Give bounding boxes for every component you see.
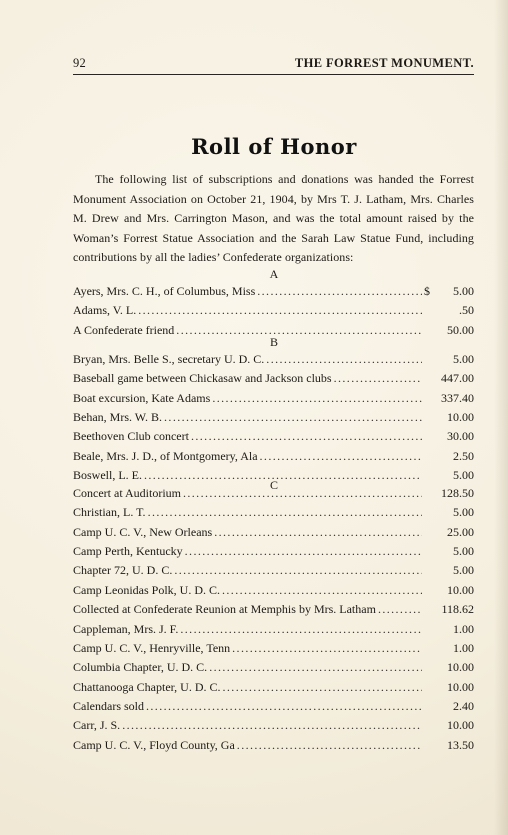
donation-amount: 5.00 <box>453 284 474 298</box>
donor-name: Beethoven Club concert <box>73 429 189 444</box>
list-item <box>73 679 474 696</box>
donation-amount: 5.00 <box>453 468 474 483</box>
donation-amount: 337.40 <box>441 390 474 405</box>
donor-name: Camp U. C. V., Floyd County, Ga <box>73 737 235 752</box>
donor-name: Carr, J. S. <box>73 718 121 733</box>
donation-amount: 10.00 <box>447 660 474 675</box>
donor-name: Collected at Confederate Reunion at Memphis by Mrs. Latham <box>73 602 376 617</box>
donation-amount: 2.40 <box>453 698 474 713</box>
donation-amount: 5.00 <box>453 505 474 520</box>
donation-amount: 447.00 <box>441 371 474 386</box>
donor-name: Calendars sold <box>73 698 144 713</box>
list-item <box>73 283 474 300</box>
list-item <box>73 717 474 734</box>
header-rule <box>73 74 474 75</box>
donor-name: Camp Leonidas Polk, U. D. C. <box>73 582 220 597</box>
donor-name: Ayers, Mrs. C. H., of Columbus, Miss <box>73 284 256 298</box>
donation-amount: 10.00 <box>447 410 474 425</box>
donor-name: Chapter 72, U. D. C. <box>73 563 173 578</box>
page-number: 92 <box>73 56 86 70</box>
dot-leader <box>232 640 422 657</box>
donor-name: Boswell, L. E. <box>73 468 142 483</box>
section-letter-a: A <box>269 267 279 281</box>
donor-name: Bryan, Mrs. Belle S., secretary U. D. C. <box>73 352 265 366</box>
dot-leader <box>146 698 422 715</box>
dot-leader <box>237 737 422 754</box>
donor-name: Beale, Mrs. J. D., of Montgomery, Ala <box>73 448 258 463</box>
dot-leader <box>148 504 422 521</box>
list-item <box>73 698 474 715</box>
dot-leader <box>334 370 422 387</box>
section-letter-c: C <box>269 478 278 492</box>
dot-leader <box>223 679 423 696</box>
donation-amount: 5.00 <box>453 352 474 366</box>
list-item <box>73 409 474 426</box>
list-item <box>73 524 474 541</box>
donation-amount: 1.00 <box>453 640 474 655</box>
donor-name: A Confederate friend <box>73 322 175 337</box>
page-edge-shadow <box>494 0 508 835</box>
donation-amount: 30.00 <box>447 429 474 444</box>
list-item <box>73 302 474 319</box>
list-item <box>73 601 474 618</box>
list-item <box>73 504 474 521</box>
list-item <box>73 659 474 676</box>
donor-name: Concert at Auditorium <box>73 486 181 500</box>
donor-name: Camp Perth, Kentucky <box>73 544 183 558</box>
donation-amount: 5.00 <box>453 544 474 558</box>
intro-paragraph: The following list of subscriptions and donations was handed the Forrest Monument Association on October 21, 1904, by Mrs T. J. Latham, Mrs. Charles M. Drew and Mrs. Carrington Mason, and was the total amount raised by the Woman’s Forrest Statue Association and the Sarah Law Statue Fund, including contributions by all the ladies’ Confederate organizations: <box>73 172 474 264</box>
donor-name: Camp U. C. V., Henryville, Tenn <box>73 640 231 655</box>
donation-amount: 10.00 <box>447 582 474 597</box>
donation-amount: 1.00 <box>453 621 474 636</box>
list-item <box>73 485 474 502</box>
donation-amount: 13.50 <box>447 737 474 752</box>
donation-amount: 128.50 <box>441 486 474 500</box>
dot-leader <box>174 562 422 579</box>
dot-leader <box>122 717 422 734</box>
donor-name: Cappleman, Mrs. J. F. <box>73 621 179 636</box>
list-item <box>73 448 474 465</box>
donation-amount: 25.00 <box>447 524 474 539</box>
dot-leader <box>378 601 422 618</box>
running-head <box>73 56 474 74</box>
list-item <box>73 640 474 657</box>
donor-name: Boat excursion, Kate Adams <box>73 390 211 405</box>
donation-amount: 10.00 <box>447 679 474 694</box>
donation-amount: 5.00 <box>453 563 474 578</box>
donor-name: Adams, V. L. <box>73 303 137 318</box>
dot-leader <box>138 302 422 319</box>
dot-leader <box>257 283 422 300</box>
donor-name: Baseball game between Chickasaw and Jackson clubs <box>73 371 332 386</box>
donation-amount: 2.50 <box>453 448 474 463</box>
list-item <box>73 582 474 599</box>
donor-name: Columbia Chapter, U. D. C. <box>73 660 208 675</box>
dot-leader <box>164 409 422 426</box>
donor-name: Christian, L. T. <box>73 505 146 520</box>
list-item <box>73 351 474 368</box>
dot-leader <box>185 543 422 560</box>
donation-amount: 118.62 <box>441 602 474 617</box>
running-title: THE FORREST MONUMENT. <box>294 56 474 70</box>
dot-leader <box>212 390 422 407</box>
dot-leader <box>214 524 422 541</box>
list-item <box>73 390 474 407</box>
section-title: Roll of Honor <box>191 134 357 159</box>
section-letter-b: B <box>269 335 278 349</box>
dot-leader <box>191 428 422 445</box>
dot-leader <box>222 582 422 599</box>
list-item <box>73 428 474 445</box>
dot-leader <box>266 351 422 368</box>
donation-amount: 50.00 <box>447 322 474 337</box>
donation-amount: 10.00 <box>447 718 474 733</box>
dot-leader <box>209 659 422 676</box>
list-item <box>73 543 474 560</box>
list-item <box>73 562 474 579</box>
donation-amount: .50 <box>459 303 474 318</box>
donor-name: Chattanooga Chapter, U. D. C. <box>73 679 221 694</box>
list-item <box>73 737 474 754</box>
donor-name: Behan, Mrs. W. B. <box>73 410 163 425</box>
dot-leader <box>183 485 422 502</box>
donor-name: Camp U. C. V., New Orleans <box>73 524 213 539</box>
dot-leader <box>260 448 422 465</box>
currency-symbol: $ <box>424 284 430 298</box>
list-item <box>73 370 474 387</box>
dot-leader <box>180 621 422 638</box>
list-item <box>73 621 474 638</box>
